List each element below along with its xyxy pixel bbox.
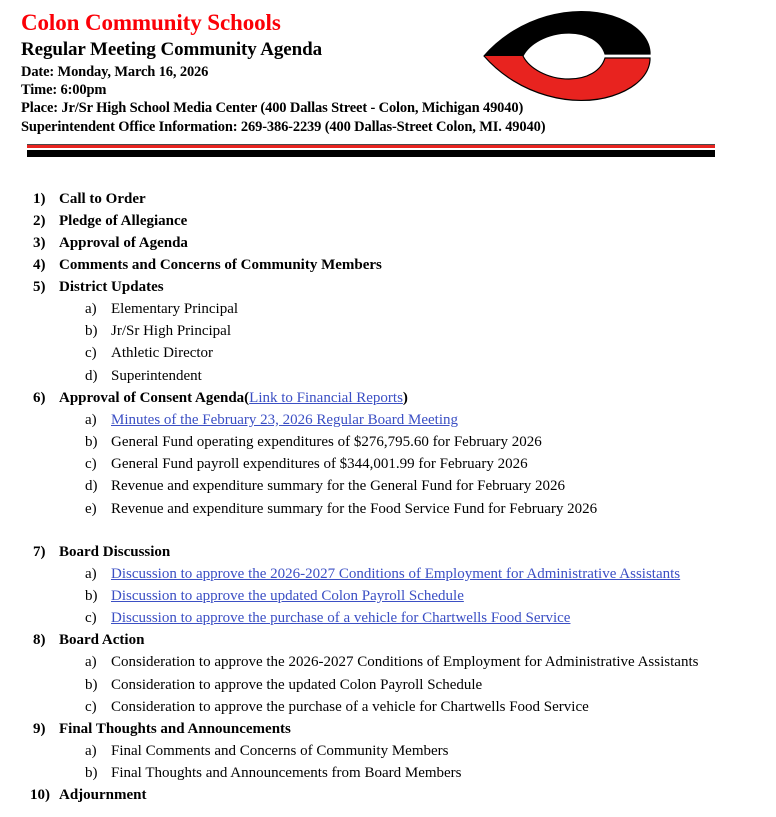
link-paren-open: ( — [244, 389, 250, 406]
agenda-subitem-label: Final Comments and Concerns of Community Members — [111, 743, 449, 760]
agenda-subitem-label: Consideration to approve the 2026-2027 Conditions of Employment for Administrative Assistants — [111, 654, 699, 671]
agenda-item-label: Pledge of Allegiance — [59, 213, 188, 229]
agenda-item-label: Final Thoughts and Announcements — [59, 721, 291, 738]
agenda-item — [0, 232, 776, 254]
agenda-item-marker: 3) — [33, 235, 46, 251]
financial-reports-link[interactable]: Link to Financial Reports — [249, 389, 403, 406]
agenda-item-marker: 10) — [30, 787, 50, 804]
agenda-subitem-link[interactable]: Discussion to approve the purchase of a vehicle for Chartwells Food Service — [111, 610, 571, 627]
agenda-item — [0, 210, 776, 232]
agenda-item-label: Board Discussion — [59, 543, 171, 560]
agenda-item — [0, 541, 776, 563]
agenda-subitem-marker: b) — [85, 676, 98, 693]
agenda-subitem[interactable] — [0, 585, 776, 607]
agenda-item-label: Approval of Consent Agenda — [59, 389, 245, 406]
agenda-subitem[interactable] — [0, 607, 776, 629]
agenda-item-label: District Updates — [59, 279, 164, 295]
agenda-item — [0, 387, 776, 409]
agenda-subitem-marker: c) — [85, 345, 97, 362]
agenda-subitem-marker: b) — [85, 765, 98, 782]
agenda-subitem — [0, 320, 776, 342]
agenda-item — [0, 276, 776, 298]
agenda-subitem-label: Final Thoughts and Announcements from Board Members — [111, 765, 462, 782]
document-header — [0, 0, 776, 135]
agenda-item-marker: 6) — [33, 389, 46, 406]
agenda-subitem-link[interactable]: Discussion to approve the updated Colon Payroll Schedule — [111, 588, 464, 605]
colon-c-logo-icon — [479, 8, 651, 104]
meeting-date: Date: Monday, March 16, 2026 — [21, 64, 209, 80]
agenda-subitem-marker: a) — [85, 301, 97, 317]
agenda-subitem-label: Consideration to approve the purchase of a vehicle for Chartwells Food Service — [111, 698, 589, 715]
agenda-item-marker: 2) — [33, 213, 46, 229]
page-title: Regular Meeting Community Agenda — [21, 39, 322, 60]
section-spacer — [0, 520, 776, 541]
agenda-subitem[interactable] — [0, 563, 776, 585]
agenda-subitem — [0, 342, 776, 364]
agenda-subitem-label: Athletic Director — [111, 345, 214, 362]
agenda-subitem — [0, 475, 776, 497]
agenda-subitem-marker: b) — [85, 588, 98, 605]
agenda-subitem[interactable] — [0, 409, 776, 431]
agenda-subitem-marker: c) — [85, 698, 97, 715]
agenda-subitem-marker: c) — [85, 610, 97, 627]
agenda-item-marker: 5) — [33, 279, 46, 295]
agenda-subitem-link[interactable]: Discussion to approve the 2026-2027 Conditions of Employment for Administrative Assistants — [111, 565, 681, 582]
agenda-subitem-label: Elementary Principal — [111, 301, 239, 317]
agenda-subitem-marker: a) — [85, 565, 97, 582]
agenda-subitem-label: Superintendent — [111, 367, 202, 384]
superintendent-office-info: Superintendent Office Information: 269-386-2239 (400 Dallas-Street Colon, MI. 49040) — [21, 118, 546, 135]
agenda-subitem — [0, 453, 776, 475]
agenda-subitem — [0, 696, 776, 718]
agenda-item-marker: 8) — [33, 632, 46, 649]
agenda-subitem-label: General Fund operating expenditures of $276,795.60 for February 2026 — [111, 434, 542, 451]
agenda-item — [0, 629, 776, 651]
agenda-subitem — [0, 740, 776, 762]
agenda-subitem-marker: d) — [85, 367, 98, 384]
meeting-place: Place: Jr/Sr High School Media Center (400 Dallas Street - Colon, Michigan 49040) — [21, 100, 524, 117]
agenda-item-marker: 9) — [33, 721, 46, 738]
school-name: Colon Community Schools — [21, 10, 281, 35]
agenda-item-label: Call to Order — [59, 191, 146, 207]
agenda-item-label: Comments and Concerns of Community Members — [59, 257, 382, 273]
meeting-time: Time: 6:00pm — [21, 82, 107, 99]
agenda-subitem-marker: a) — [85, 743, 97, 760]
agenda-subitem-marker: a) — [85, 411, 97, 428]
agenda-item-marker: 1) — [33, 191, 46, 207]
agenda-subitem-marker: c) — [85, 456, 97, 473]
agenda-item — [0, 718, 776, 740]
link-paren-close: ) — [402, 389, 408, 406]
agenda-subitem — [0, 365, 776, 387]
agenda-subitem-label: General Fund payroll expenditures of $344,001.99 for February 2026 — [111, 456, 528, 473]
agenda-item-label: Adjournment — [59, 787, 147, 804]
agenda-subitem-label: Revenue and expenditure summary for the Food Service Fund for February 2026 — [111, 500, 598, 517]
agenda-item — [0, 784, 776, 806]
agenda-subitem-label: Revenue and expenditure summary for the General Fund for February 2026 — [111, 478, 566, 495]
agenda-subitem-marker: e) — [85, 500, 97, 517]
agenda-item-marker: 4) — [33, 257, 46, 273]
agenda-subitem — [0, 674, 776, 696]
divider-black-bar — [27, 150, 715, 157]
agenda-subitem-marker: d) — [85, 478, 98, 495]
agenda-subitem — [0, 498, 776, 520]
agenda-subitem-label: Consideration to approve the updated Colon Payroll Schedule — [111, 676, 483, 693]
agenda-item — [0, 254, 776, 276]
agenda-item — [0, 188, 776, 210]
agenda-subitem-link[interactable]: Minutes of the February 23, 2026 Regular Board Meeting — [111, 411, 459, 428]
agenda-item-marker: 7) — [33, 543, 46, 560]
agenda-list — [0, 188, 776, 806]
agenda-subitem-marker: a) — [85, 654, 97, 671]
agenda-subitem-marker: b) — [85, 434, 98, 451]
agenda-subitem — [0, 651, 776, 673]
agenda-item-label: Board Action — [59, 632, 145, 649]
agenda-subitem — [0, 762, 776, 784]
agenda-item-label: Approval of Agenda — [59, 235, 188, 251]
header-divider — [27, 144, 715, 157]
agenda-subitem-marker: b) — [85, 323, 98, 340]
agenda-subitem — [0, 298, 776, 320]
agenda-subitem — [0, 431, 776, 453]
agenda-subitem-label: Jr/Sr High Principal — [111, 323, 231, 340]
